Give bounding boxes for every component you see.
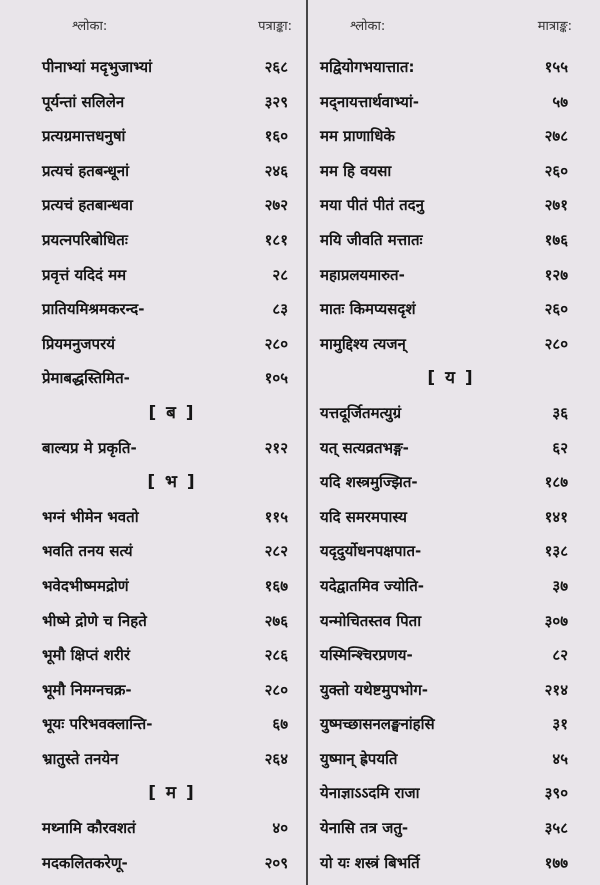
index-entry <box>320 742 582 777</box>
index-entry <box>42 846 302 881</box>
page-number: २६४ <box>264 749 288 768</box>
section-letter: [ य ] <box>427 368 475 389</box>
verse-first-line: भवेदभीष्ममद्रोणं <box>42 576 129 595</box>
index-entry <box>42 327 302 362</box>
page-number: २७२ <box>264 196 288 215</box>
index-entry <box>42 119 302 154</box>
index-entry <box>42 742 302 777</box>
index-entry <box>320 431 582 466</box>
verse-first-line: येनासि तत्र जतु- <box>320 819 409 838</box>
page-number: २८० <box>264 334 288 353</box>
index-entry <box>42 534 302 569</box>
index-entry <box>320 85 582 120</box>
left-column <box>42 0 302 885</box>
verse-first-line: प्रवृत्तं यदिदं मम <box>42 265 127 284</box>
page-number: २८० <box>264 680 288 699</box>
page-number: १७६ <box>544 230 568 249</box>
right-index-list <box>320 50 582 880</box>
index-entry <box>320 154 582 189</box>
index-entry <box>42 604 302 639</box>
page-number: ३५८ <box>544 819 568 838</box>
verse-first-line: बाल्यप्र मे प्रकृति- <box>42 438 137 457</box>
page-number: १४१ <box>544 507 568 526</box>
index-entry <box>42 292 302 327</box>
verse-first-line: पूर्यन्तां सलिलेन <box>42 92 125 111</box>
page-number: ११५ <box>264 507 288 526</box>
page-number: २१२ <box>264 438 288 457</box>
page-number: २८६ <box>264 646 288 665</box>
verse-first-line: मथ्नामि कौरवशतं <box>42 819 136 838</box>
page-number: ३१ <box>552 715 568 734</box>
verse-first-line: यत्तदूर्जितमत्युग्रं <box>320 403 402 422</box>
verse-first-line: प्रत्यचं हतबान्धवा <box>42 196 133 215</box>
verse-first-line: पीनाभ्यां मदृभुजाभ्यां <box>42 58 152 76</box>
index-entry <box>42 707 302 742</box>
index-entry <box>42 85 302 120</box>
page-number: १८१ <box>264 230 288 249</box>
verse-first-line: मातः किमप्यसदृशं <box>320 300 416 319</box>
verse-first-line: मदकलितकरेणू- <box>42 853 128 872</box>
verse-first-line: भ्रातुस्ते तनयेन <box>42 749 119 768</box>
verse-first-line: यन्मोचितस्तव पिता <box>320 611 422 630</box>
page-number: २८ <box>272 265 288 284</box>
left-column-header <box>42 16 302 40</box>
index-entry <box>42 431 302 466</box>
verse-first-line: प्रत्यचं हतबन्धूनां <box>42 161 130 180</box>
verse-first-line: प्रत्यग्रमात्तधनुषां <box>42 127 126 146</box>
section-letter: [ भ ] <box>147 472 197 493</box>
verse-first-line: भूमौ क्षिप्तं शरीरं <box>42 646 131 665</box>
index-entry <box>320 292 582 327</box>
index-entry <box>42 638 302 673</box>
page-number: १०५ <box>264 369 288 388</box>
page-number: २०९ <box>264 853 288 872</box>
page-number: २६८ <box>264 58 288 76</box>
verse-first-line: प्रेमाबद्धस्तिमित- <box>42 369 130 388</box>
index-entry <box>42 811 302 846</box>
verse-first-line: यो यः शस्त्रं बिभर्ति <box>320 853 420 872</box>
page-number: ३०७ <box>544 611 568 630</box>
index-entry <box>320 569 582 604</box>
page-number: ८२ <box>552 646 568 665</box>
page-number: ३६ <box>552 403 568 422</box>
verse-first-line: भीष्मे द्रोणे च निहते <box>42 611 147 630</box>
page-number: ८३ <box>272 300 288 319</box>
index-entry <box>320 327 582 362</box>
right-column <box>320 0 582 885</box>
page-number: १३८ <box>544 542 568 561</box>
page-number: २८२ <box>264 542 288 561</box>
index-entry <box>42 673 302 708</box>
page-number: ३७ <box>552 576 568 595</box>
index-entry <box>320 846 582 881</box>
index-entry <box>320 811 582 846</box>
verse-first-line: मम हि वयसा <box>320 161 392 180</box>
section-letter-heading <box>42 776 302 811</box>
verse-first-line: भग्नं भीमेन भवतो <box>42 507 139 526</box>
index-entry <box>42 188 302 223</box>
section-letter-heading <box>42 465 302 500</box>
verse-first-line: यदृदुर्योधनपक्षपात- <box>320 542 422 561</box>
index-entry <box>320 500 582 535</box>
verse-first-line: मामुद्दिश्य त्यजन् <box>320 334 406 353</box>
verse-first-line: यदि शस्त्रमुज्झित- <box>320 473 418 492</box>
verse-first-line: येनाज्ञाऽऽदमि राजा <box>320 784 420 803</box>
section-letter-heading <box>320 361 582 396</box>
index-entry <box>320 258 582 293</box>
index-entry <box>42 223 302 258</box>
page-number: २४६ <box>264 161 288 180</box>
page-number: १७७ <box>544 853 568 872</box>
verse-first-line: युष्मच्छासनलङ्घनांहसि <box>320 715 435 734</box>
verse-first-line: मद्नायत्तार्थवाभ्यां- <box>320 92 419 111</box>
page-number: २६० <box>544 161 568 180</box>
verse-first-line: युष्मान् ह्रेपयति <box>320 749 398 768</box>
verse-first-line: मद्वियोगभयात्तात: <box>320 58 415 76</box>
page-number: १६७ <box>264 576 288 595</box>
page-number: २७६ <box>264 611 288 630</box>
verse-first-line: महाप्रलयमारुत- <box>320 265 405 284</box>
verse-first-line: मयि जीवति मत्तातः <box>320 230 423 249</box>
verse-first-line: मया पीतं पीतं तदनु <box>320 196 424 215</box>
index-entry <box>42 258 302 293</box>
page-number: ५७ <box>552 92 568 111</box>
verse-first-line: प्रयत्नपरिबोधितः <box>42 230 128 249</box>
verse-first-line: प्रातियमिश्रमकरन्द- <box>42 300 145 319</box>
section-letter: [ म ] <box>148 783 196 804</box>
page-number: २८० <box>544 334 568 353</box>
index-entry <box>320 188 582 223</box>
page-number: १२७ <box>544 265 568 284</box>
right-header-shloka: श्लोका: <box>350 19 386 34</box>
page-number: ६७ <box>272 715 288 734</box>
index-entry <box>320 707 582 742</box>
index-entry <box>42 500 302 535</box>
index-entry <box>320 50 582 85</box>
index-entry <box>320 604 582 639</box>
section-letter: [ ब ] <box>148 402 196 423</box>
index-entry <box>320 776 582 811</box>
verse-first-line: यस्मिन्श्चिरप्रणय- <box>320 646 413 665</box>
page-number: ६२ <box>552 438 568 457</box>
verse-first-line: भवति तनय सत्यं <box>42 542 133 561</box>
index-entry <box>320 396 582 431</box>
verse-first-line: प्रियमनुजपरयं <box>42 334 115 353</box>
page-number: ३२९ <box>264 92 288 111</box>
index-entry <box>42 569 302 604</box>
index-entry <box>42 361 302 396</box>
index-entry <box>320 638 582 673</box>
page-number: २७१ <box>544 196 568 215</box>
verse-first-line: युक्तो यथेष्टमुपभोग- <box>320 680 429 699</box>
verse-first-line: यदि समरमपास्य <box>320 507 407 526</box>
left-header-shloka: श्लोका: <box>72 19 108 34</box>
index-entry <box>320 465 582 500</box>
index-entry <box>320 223 582 258</box>
left-index-list <box>42 50 302 880</box>
verse-first-line: यत् सत्यव्रतभङ्ग- <box>320 438 409 457</box>
index-entry <box>320 119 582 154</box>
page-number: २१४ <box>544 680 568 699</box>
page-number: ३९० <box>544 784 568 803</box>
verse-first-line: भूयः परिभवक्लान्ति- <box>42 715 153 734</box>
page-number: १५५ <box>544 58 568 76</box>
page-number: २७८ <box>544 127 568 146</box>
index-entry <box>320 673 582 708</box>
column-divider <box>306 0 308 885</box>
page-number: ४५ <box>552 749 568 768</box>
page-number: १८७ <box>544 473 568 492</box>
verse-first-line: यदेद्वातमिव ज्योति- <box>320 576 424 595</box>
right-column-header <box>320 16 582 40</box>
section-letter-heading <box>42 396 302 431</box>
index-entry <box>42 50 302 85</box>
right-header-page: मात्राङ्क: <box>537 19 572 34</box>
page-number: ४० <box>272 819 288 838</box>
index-entry <box>320 534 582 569</box>
page-number: १६० <box>264 127 288 146</box>
verse-first-line: मम प्राणाधिके <box>320 127 395 146</box>
verse-first-line: भूमौ निमग्नचक्र- <box>42 680 132 699</box>
left-header-page: पत्राङ्का: <box>258 19 292 34</box>
index-entry <box>42 154 302 189</box>
page-number: २६० <box>544 300 568 319</box>
